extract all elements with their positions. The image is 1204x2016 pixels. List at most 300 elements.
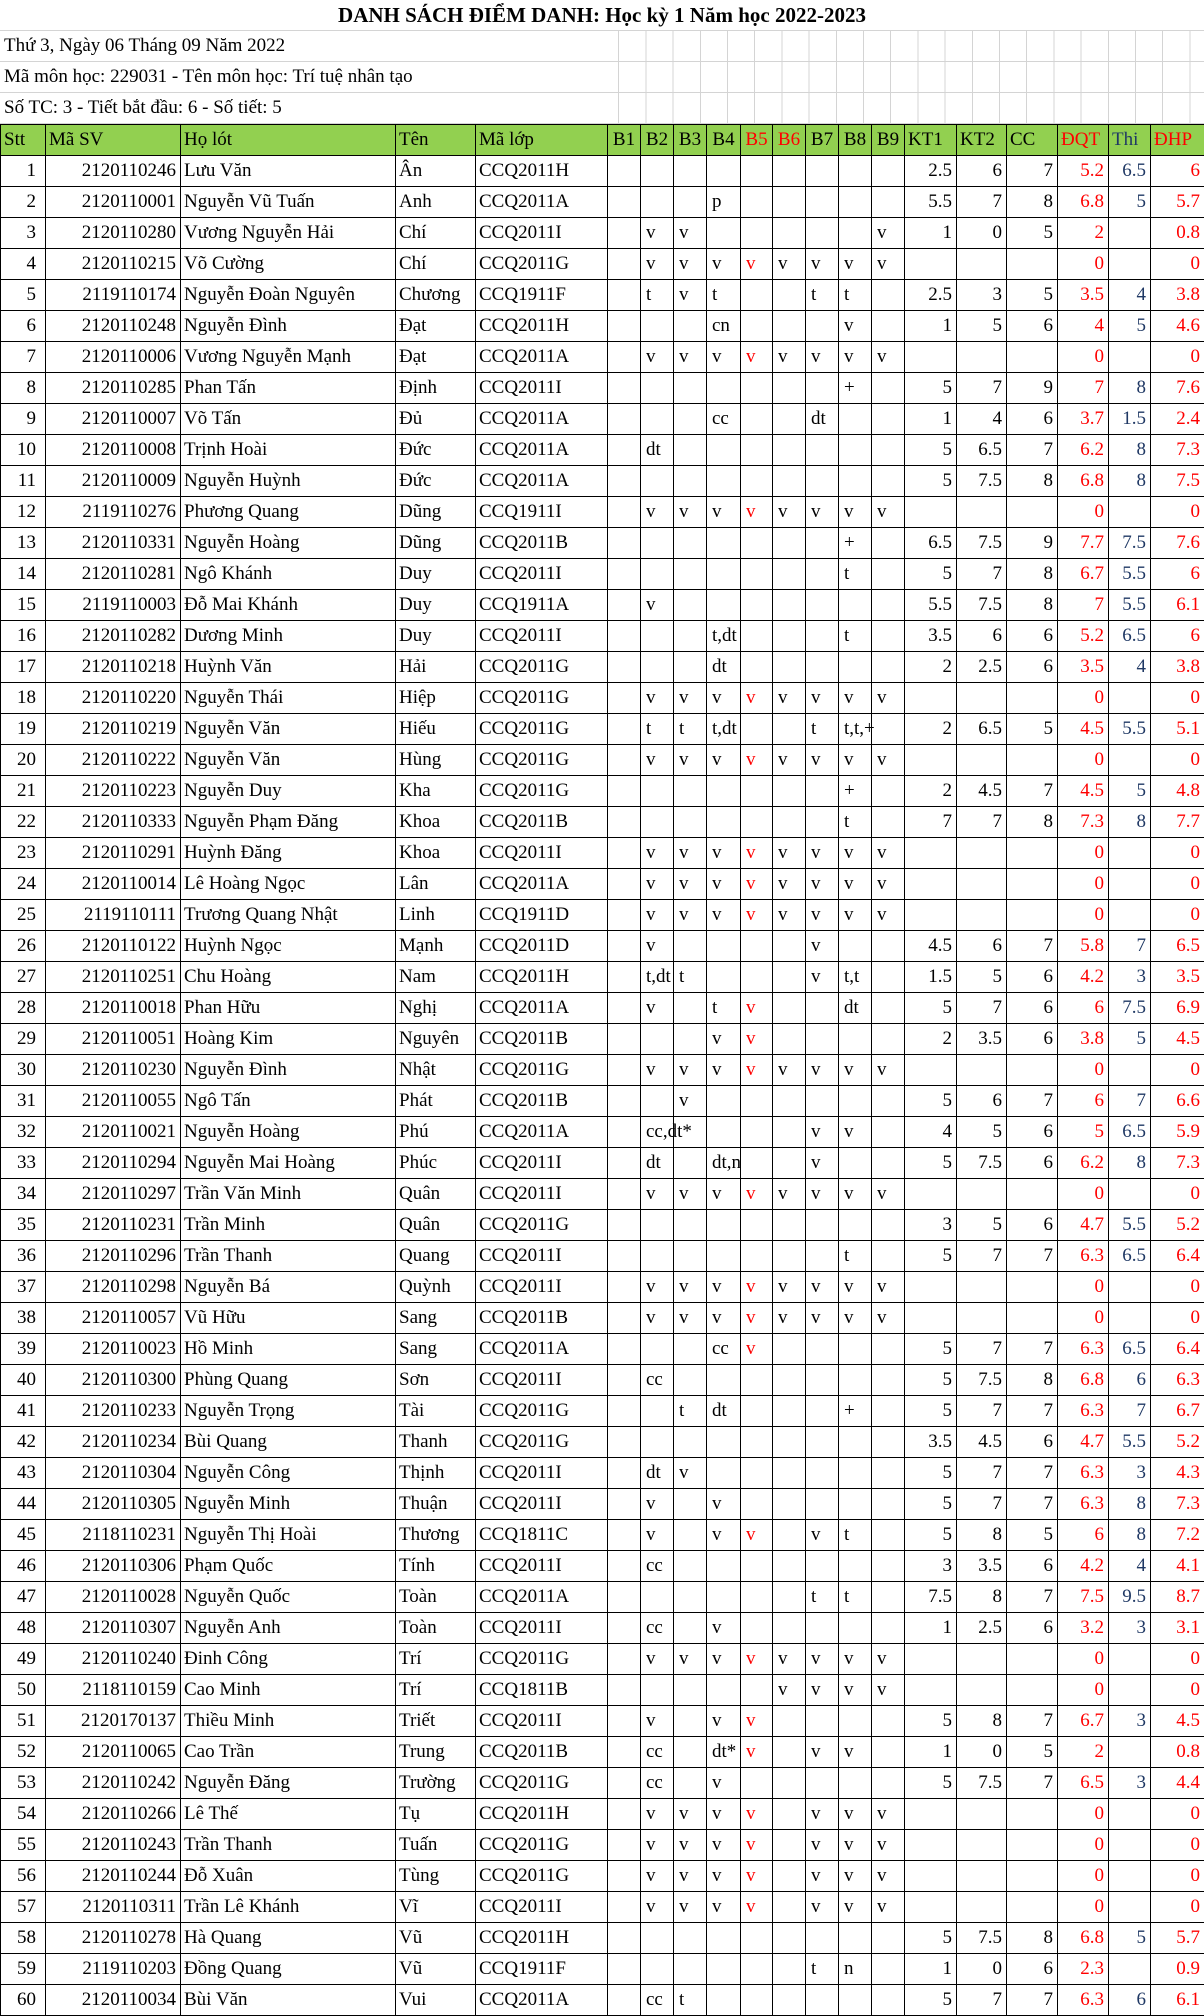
cell-dhp[interactable]: 7.3	[1151, 1489, 1204, 1520]
cell-b8[interactable]: v	[839, 249, 872, 280]
cell-masv[interactable]: 2120110219	[46, 714, 181, 745]
cell-stt[interactable]: 37	[1, 1272, 46, 1303]
cell-malop[interactable]: CCQ2011I	[476, 1272, 608, 1303]
cell-b3[interactable]: v	[674, 218, 707, 249]
cell-b8[interactable]	[839, 1086, 872, 1117]
cell-masv[interactable]: 2120110065	[46, 1737, 181, 1768]
cell-b8[interactable]: v	[839, 1179, 872, 1210]
cell-stt[interactable]: 13	[1, 528, 46, 559]
cell-b3[interactable]: v	[674, 1272, 707, 1303]
cell-kt2[interactable]: 7	[957, 1458, 1007, 1489]
cell-dhp[interactable]: 6.5	[1151, 931, 1204, 962]
cell-b1[interactable]	[608, 1985, 641, 2016]
cell-dhp[interactable]: 4.1	[1151, 1551, 1204, 1582]
cell-kt1[interactable]: 1	[905, 311, 957, 342]
cell-malop[interactable]: CCQ2011A	[476, 993, 608, 1024]
cell-kt1[interactable]: 5	[905, 993, 957, 1024]
cell-masv[interactable]: 2120110331	[46, 528, 181, 559]
cell-stt[interactable]: 56	[1, 1861, 46, 1892]
cell-b3[interactable]	[674, 1427, 707, 1458]
cell-cc[interactable]: 8	[1007, 807, 1058, 838]
cell-holot[interactable]: Huỳnh Ngọc	[181, 931, 396, 962]
cell-kt1[interactable]: 5	[905, 1396, 957, 1427]
cell-kt1[interactable]: 5	[905, 1489, 957, 1520]
cell-b6[interactable]: v	[773, 1675, 806, 1706]
cell-kt1[interactable]: 3	[905, 1551, 957, 1582]
cell-b1[interactable]	[608, 497, 641, 528]
cell-kt1[interactable]	[905, 1179, 957, 1210]
cell-dqt[interactable]: 0	[1058, 1644, 1109, 1675]
cell-thi[interactable]: 3	[1109, 962, 1151, 993]
cell-dqt[interactable]: 0	[1058, 1799, 1109, 1830]
cell-kt2[interactable]	[957, 1830, 1007, 1861]
cell-dqt[interactable]: 6	[1058, 1520, 1109, 1551]
cell-b4[interactable]	[707, 1985, 741, 2016]
cell-b2[interactable]: v	[641, 1520, 674, 1551]
cell-b2[interactable]	[641, 1923, 674, 1954]
cell-kt2[interactable]: 0	[957, 1737, 1007, 1768]
cell-b8[interactable]: v	[839, 497, 872, 528]
cell-b7[interactable]	[806, 652, 839, 683]
cell-b6[interactable]	[773, 187, 806, 218]
cell-b9[interactable]: v	[872, 1861, 905, 1892]
cell-dhp[interactable]: 0	[1151, 1675, 1204, 1706]
cell-ten[interactable]: Trí	[396, 1675, 476, 1706]
cell-b2[interactable]: v	[641, 869, 674, 900]
col-header-b4[interactable]: B4	[707, 125, 741, 156]
cell-dhp[interactable]: 4.5	[1151, 1706, 1204, 1737]
cell-dqt[interactable]: 6.8	[1058, 187, 1109, 218]
cell-b6[interactable]	[773, 1861, 806, 1892]
cell-masv[interactable]: 2120110001	[46, 187, 181, 218]
cell-kt1[interactable]	[905, 1799, 957, 1830]
cell-stt[interactable]: 16	[1, 621, 46, 652]
cell-kt1[interactable]: 5	[905, 373, 957, 404]
cell-masv[interactable]: 2119110003	[46, 590, 181, 621]
cell-b1[interactable]	[608, 683, 641, 714]
cell-b1[interactable]	[608, 528, 641, 559]
cell-kt2[interactable]: 4.5	[957, 776, 1007, 807]
cell-b2[interactable]	[641, 1334, 674, 1365]
cell-holot[interactable]: Ngô Khánh	[181, 559, 396, 590]
cell-thi[interactable]: 6.5	[1109, 1117, 1151, 1148]
cell-holot[interactable]: Hoàng Kim	[181, 1024, 396, 1055]
cell-dqt[interactable]: 0	[1058, 1055, 1109, 1086]
cell-cc[interactable]: 6	[1007, 1427, 1058, 1458]
cell-b3[interactable]	[674, 1551, 707, 1582]
cell-b2[interactable]: v	[641, 218, 674, 249]
cell-stt[interactable]: 42	[1, 1427, 46, 1458]
cell-malop[interactable]: CCQ2011G	[476, 714, 608, 745]
cell-b7[interactable]	[806, 1210, 839, 1241]
cell-b1[interactable]	[608, 745, 641, 776]
cell-kt2[interactable]: 3.5	[957, 1024, 1007, 1055]
cell-b6[interactable]: v	[773, 1055, 806, 1086]
cell-dqt[interactable]: 6.3	[1058, 1489, 1109, 1520]
col-header-b8[interactable]: B8	[839, 125, 872, 156]
cell-b7[interactable]: dt	[806, 404, 839, 435]
cell-b9[interactable]	[872, 1117, 905, 1148]
col-header-kt1[interactable]: KT1	[905, 125, 957, 156]
cell-b2[interactable]	[641, 1086, 674, 1117]
cell-malop[interactable]: CCQ2011G	[476, 652, 608, 683]
cell-stt[interactable]: 55	[1, 1830, 46, 1861]
cell-masv[interactable]: 2120110057	[46, 1303, 181, 1334]
cell-masv[interactable]: 2120110051	[46, 1024, 181, 1055]
cell-stt[interactable]: 40	[1, 1365, 46, 1396]
cell-b8[interactable]	[839, 1489, 872, 1520]
cell-kt1[interactable]: 5	[905, 466, 957, 497]
cell-kt2[interactable]	[957, 683, 1007, 714]
cell-b4[interactable]: v	[707, 838, 741, 869]
cell-cc[interactable]: 5	[1007, 1520, 1058, 1551]
cell-stt[interactable]: 18	[1, 683, 46, 714]
cell-b1[interactable]	[608, 1954, 641, 1985]
cell-b4[interactable]: dt,n	[707, 1148, 741, 1179]
cell-b6[interactable]	[773, 1892, 806, 1923]
cell-b9[interactable]: v	[872, 745, 905, 776]
cell-dqt[interactable]: 6.2	[1058, 435, 1109, 466]
cell-malop[interactable]: CCQ2011A	[476, 1117, 608, 1148]
cell-holot[interactable]: Nguyễn Mai Hoàng	[181, 1148, 396, 1179]
cell-kt2[interactable]: 8	[957, 1706, 1007, 1737]
col-header-b6[interactable]: B6	[773, 125, 806, 156]
cell-b6[interactable]	[773, 218, 806, 249]
cell-stt[interactable]: 50	[1, 1675, 46, 1706]
cell-cc[interactable]	[1007, 900, 1058, 931]
cell-b6[interactable]: v	[773, 1179, 806, 1210]
cell-b9[interactable]: v	[872, 1830, 905, 1861]
cell-dhp[interactable]: 4.8	[1151, 776, 1204, 807]
cell-b6[interactable]	[773, 1396, 806, 1427]
cell-thi[interactable]: 5.5	[1109, 559, 1151, 590]
cell-masv[interactable]: 2120110018	[46, 993, 181, 1024]
cell-b1[interactable]	[608, 714, 641, 745]
cell-thi[interactable]: 5	[1109, 1923, 1151, 1954]
cell-holot[interactable]: Nguyễn Đăng	[181, 1768, 396, 1799]
cell-holot[interactable]: Dương Minh	[181, 621, 396, 652]
cell-ten[interactable]: Tụ	[396, 1799, 476, 1830]
cell-b4[interactable]: cc	[707, 404, 741, 435]
cell-thi[interactable]	[1109, 683, 1151, 714]
cell-b9[interactable]: v	[872, 900, 905, 931]
cell-b4[interactable]: v	[707, 1706, 741, 1737]
cell-kt1[interactable]	[905, 1861, 957, 1892]
cell-cc[interactable]: 6	[1007, 652, 1058, 683]
cell-b8[interactable]	[839, 156, 872, 187]
cell-b3[interactable]: t	[674, 962, 707, 993]
cell-b5[interactable]	[741, 1768, 773, 1799]
cell-ten[interactable]: Tuấn	[396, 1830, 476, 1861]
cell-b3[interactable]	[674, 621, 707, 652]
cell-b5[interactable]: v	[741, 1520, 773, 1551]
cell-stt[interactable]: 60	[1, 1985, 46, 2016]
cell-kt1[interactable]: 1	[905, 1954, 957, 1985]
cell-b1[interactable]	[608, 404, 641, 435]
cell-b6[interactable]	[773, 1365, 806, 1396]
cell-kt1[interactable]: 2	[905, 1024, 957, 1055]
cell-b6[interactable]	[773, 1551, 806, 1582]
cell-cc[interactable]: 7	[1007, 1489, 1058, 1520]
cell-b3[interactable]: v	[674, 683, 707, 714]
cell-masv[interactable]: 2120110251	[46, 962, 181, 993]
cell-masv[interactable]: 2118110231	[46, 1520, 181, 1551]
cell-b2[interactable]	[641, 652, 674, 683]
cell-thi[interactable]	[1109, 218, 1151, 249]
cell-b2[interactable]: v	[641, 931, 674, 962]
cell-stt[interactable]: 27	[1, 962, 46, 993]
cell-b6[interactable]: v	[773, 1272, 806, 1303]
cell-b8[interactable]	[839, 1985, 872, 2016]
cell-b9[interactable]	[872, 1334, 905, 1365]
cell-masv[interactable]: 2120110285	[46, 373, 181, 404]
cell-b5[interactable]: v	[741, 869, 773, 900]
cell-ten[interactable]: Thuận	[396, 1489, 476, 1520]
cell-stt[interactable]: 44	[1, 1489, 46, 1520]
cell-ten[interactable]: Đạt	[396, 342, 476, 373]
cell-b6[interactable]	[773, 373, 806, 404]
cell-thi[interactable]: 7	[1109, 931, 1151, 962]
cell-dqt[interactable]: 7.7	[1058, 528, 1109, 559]
cell-ten[interactable]: Trung	[396, 1737, 476, 1768]
cell-cc[interactable]: 5	[1007, 218, 1058, 249]
cell-b8[interactable]: v	[839, 1892, 872, 1923]
cell-b9[interactable]	[872, 931, 905, 962]
cell-kt1[interactable]	[905, 249, 957, 280]
col-header-dhp[interactable]: ĐHP	[1151, 125, 1204, 156]
cell-masv[interactable]: 2120110034	[46, 1985, 181, 2016]
cell-b5[interactable]: v	[741, 838, 773, 869]
cell-masv[interactable]: 2120110294	[46, 1148, 181, 1179]
cell-dhp[interactable]: 4.4	[1151, 1768, 1204, 1799]
cell-holot[interactable]: Vương Nguyễn Mạnh	[181, 342, 396, 373]
cell-b6[interactable]: v	[773, 869, 806, 900]
cell-dhp[interactable]: 6.1	[1151, 590, 1204, 621]
cell-b7[interactable]	[806, 1396, 839, 1427]
cell-holot[interactable]: Phùng Quang	[181, 1365, 396, 1396]
cell-b4[interactable]: v	[707, 869, 741, 900]
cell-b8[interactable]	[839, 1148, 872, 1179]
cell-kt1[interactable]	[905, 1892, 957, 1923]
cell-b7[interactable]	[806, 1613, 839, 1644]
cell-stt[interactable]: 19	[1, 714, 46, 745]
cell-cc[interactable]	[1007, 1272, 1058, 1303]
cell-b7[interactable]: v	[806, 1830, 839, 1861]
cell-cc[interactable]: 6	[1007, 1613, 1058, 1644]
cell-ten[interactable]: Duy	[396, 621, 476, 652]
cell-kt2[interactable]: 3.5	[957, 1551, 1007, 1582]
cell-holot[interactable]: Huỳnh Đăng	[181, 838, 396, 869]
cell-kt1[interactable]: 1	[905, 218, 957, 249]
cell-masv[interactable]: 2120110291	[46, 838, 181, 869]
cell-b6[interactable]	[773, 1985, 806, 2016]
cell-dqt[interactable]: 6.2	[1058, 1148, 1109, 1179]
cell-thi[interactable]	[1109, 838, 1151, 869]
cell-b3[interactable]	[674, 1675, 707, 1706]
cell-b4[interactable]: v	[707, 1768, 741, 1799]
cell-kt1[interactable]: 5	[905, 1365, 957, 1396]
cell-kt1[interactable]: 1	[905, 404, 957, 435]
cell-holot[interactable]: Đinh Công	[181, 1644, 396, 1675]
cell-b3[interactable]: v	[674, 1055, 707, 1086]
cell-b3[interactable]	[674, 931, 707, 962]
cell-dqt[interactable]: 0	[1058, 900, 1109, 931]
cell-dqt[interactable]: 0	[1058, 838, 1109, 869]
cell-b3[interactable]	[674, 652, 707, 683]
cell-b5[interactable]	[741, 373, 773, 404]
cell-malop[interactable]: CCQ2011G	[476, 1830, 608, 1861]
cell-b2[interactable]: cc	[641, 1737, 674, 1768]
cell-malop[interactable]: CCQ2011I	[476, 1892, 608, 1923]
cell-stt[interactable]: 20	[1, 745, 46, 776]
cell-thi[interactable]	[1109, 1675, 1151, 1706]
cell-b6[interactable]: v	[773, 1303, 806, 1334]
cell-ten[interactable]: Đủ	[396, 404, 476, 435]
cell-b4[interactable]	[707, 1923, 741, 1954]
cell-dhp[interactable]: 7.3	[1151, 435, 1204, 466]
cell-dqt[interactable]: 4.7	[1058, 1210, 1109, 1241]
cell-b9[interactable]	[872, 435, 905, 466]
cell-stt[interactable]: 2	[1, 187, 46, 218]
cell-b4[interactable]	[707, 590, 741, 621]
cell-masv[interactable]: 2120110009	[46, 466, 181, 497]
cell-holot[interactable]: Nguyễn Công	[181, 1458, 396, 1489]
cell-b2[interactable]: v	[641, 838, 674, 869]
cell-dhp[interactable]: 7.6	[1151, 373, 1204, 404]
cell-masv[interactable]: 2120110233	[46, 1396, 181, 1427]
cell-holot[interactable]: Đỗ Mai Khánh	[181, 590, 396, 621]
cell-kt2[interactable]	[957, 1055, 1007, 1086]
cell-thi[interactable]: 7.5	[1109, 993, 1151, 1024]
cell-kt1[interactable]	[905, 745, 957, 776]
cell-masv[interactable]: 2120110248	[46, 311, 181, 342]
cell-b2[interactable]: v	[641, 683, 674, 714]
cell-b8[interactable]	[839, 466, 872, 497]
cell-b8[interactable]	[839, 1923, 872, 1954]
cell-kt2[interactable]: 7	[957, 993, 1007, 1024]
cell-kt1[interactable]: 5	[905, 1768, 957, 1799]
cell-b5[interactable]	[741, 1396, 773, 1427]
cell-stt[interactable]: 54	[1, 1799, 46, 1830]
cell-malop[interactable]: CCQ2011I	[476, 1241, 608, 1272]
cell-b5[interactable]	[741, 1551, 773, 1582]
cell-ten[interactable]: Vĩ	[396, 1892, 476, 1923]
col-header-b9[interactable]: B9	[872, 125, 905, 156]
cell-cc[interactable]: 6	[1007, 311, 1058, 342]
cell-kt1[interactable]: 5	[905, 1334, 957, 1365]
cell-kt1[interactable]	[905, 869, 957, 900]
cell-b5[interactable]	[741, 1954, 773, 1985]
cell-holot[interactable]: Trần Văn Minh	[181, 1179, 396, 1210]
cell-b8[interactable]: v	[839, 1861, 872, 1892]
cell-stt[interactable]: 4	[1, 249, 46, 280]
cell-b9[interactable]	[872, 1923, 905, 1954]
cell-b5[interactable]	[741, 218, 773, 249]
cell-cc[interactable]	[1007, 497, 1058, 528]
cell-b6[interactable]	[773, 1086, 806, 1117]
cell-b8[interactable]: v	[839, 1799, 872, 1830]
cell-dqt[interactable]: 2	[1058, 1737, 1109, 1768]
cell-kt2[interactable]	[957, 249, 1007, 280]
cell-b8[interactable]: t	[839, 280, 872, 311]
cell-dqt[interactable]: 2.3	[1058, 1954, 1109, 1985]
cell-dhp[interactable]: 4.5	[1151, 1024, 1204, 1055]
cell-kt1[interactable]: 1	[905, 1737, 957, 1768]
cell-kt1[interactable]: 3.5	[905, 1427, 957, 1458]
cell-kt1[interactable]	[905, 900, 957, 931]
cell-b7[interactable]	[806, 1985, 839, 2016]
cell-holot[interactable]: Trần Thanh	[181, 1241, 396, 1272]
cell-stt[interactable]: 33	[1, 1148, 46, 1179]
cell-b7[interactable]: v	[806, 1117, 839, 1148]
cell-cc[interactable]	[1007, 1644, 1058, 1675]
cell-b6[interactable]	[773, 404, 806, 435]
cell-dhp[interactable]: 6	[1151, 621, 1204, 652]
cell-holot[interactable]: Trần Minh	[181, 1210, 396, 1241]
cell-dqt[interactable]: 6.3	[1058, 1334, 1109, 1365]
cell-dhp[interactable]: 5.2	[1151, 1210, 1204, 1241]
cell-b7[interactable]	[806, 1365, 839, 1396]
cell-kt1[interactable]: 1	[905, 1613, 957, 1644]
cell-stt[interactable]: 12	[1, 497, 46, 528]
col-header-kt2[interactable]: KT2	[957, 125, 1007, 156]
cell-b1[interactable]	[608, 218, 641, 249]
cell-dqt[interactable]: 4.7	[1058, 1427, 1109, 1458]
cell-malop[interactable]: CCQ2011I	[476, 1613, 608, 1644]
cell-stt[interactable]: 22	[1, 807, 46, 838]
cell-b5[interactable]	[741, 652, 773, 683]
cell-cc[interactable]: 7	[1007, 1241, 1058, 1272]
cell-holot[interactable]: Hà Quang	[181, 1923, 396, 1954]
cell-b1[interactable]	[608, 931, 641, 962]
cell-thi[interactable]: 8	[1109, 466, 1151, 497]
cell-dqt[interactable]: 4	[1058, 311, 1109, 342]
cell-holot[interactable]: Trịnh Hoài	[181, 435, 396, 466]
cell-stt[interactable]: 14	[1, 559, 46, 590]
cell-kt2[interactable]	[957, 900, 1007, 931]
cell-malop[interactable]: CCQ2011G	[476, 1861, 608, 1892]
cell-cc[interactable]	[1007, 1830, 1058, 1861]
cell-holot[interactable]: Lưu Văn	[181, 156, 396, 187]
cell-b4[interactable]	[707, 1427, 741, 1458]
cell-cc[interactable]: 9	[1007, 528, 1058, 559]
cell-b5[interactable]	[741, 1117, 773, 1148]
cell-b9[interactable]	[872, 466, 905, 497]
cell-b4[interactable]: v	[707, 1489, 741, 1520]
cell-b5[interactable]: v	[741, 1055, 773, 1086]
cell-b1[interactable]	[608, 311, 641, 342]
cell-b2[interactable]: dt	[641, 1458, 674, 1489]
cell-b4[interactable]	[707, 528, 741, 559]
cell-cc[interactable]: 8	[1007, 1365, 1058, 1396]
cell-dhp[interactable]: 7.2	[1151, 1520, 1204, 1551]
cell-b6[interactable]	[773, 1799, 806, 1830]
cell-b9[interactable]: v	[872, 1644, 905, 1675]
cell-b1[interactable]	[608, 1706, 641, 1737]
cell-b7[interactable]	[806, 1706, 839, 1737]
cell-b5[interactable]	[741, 590, 773, 621]
cell-ten[interactable]: Hiếu	[396, 714, 476, 745]
col-header-b5[interactable]: B5	[741, 125, 773, 156]
cell-kt1[interactable]: 2.5	[905, 156, 957, 187]
cell-kt1[interactable]: 5	[905, 1241, 957, 1272]
cell-dqt[interactable]: 0	[1058, 1861, 1109, 1892]
cell-ten[interactable]: Phúc	[396, 1148, 476, 1179]
cell-masv[interactable]: 2120110014	[46, 869, 181, 900]
cell-dqt[interactable]: 6.5	[1058, 1768, 1109, 1799]
cell-b7[interactable]	[806, 435, 839, 466]
cell-holot[interactable]: Phạm Quốc	[181, 1551, 396, 1582]
